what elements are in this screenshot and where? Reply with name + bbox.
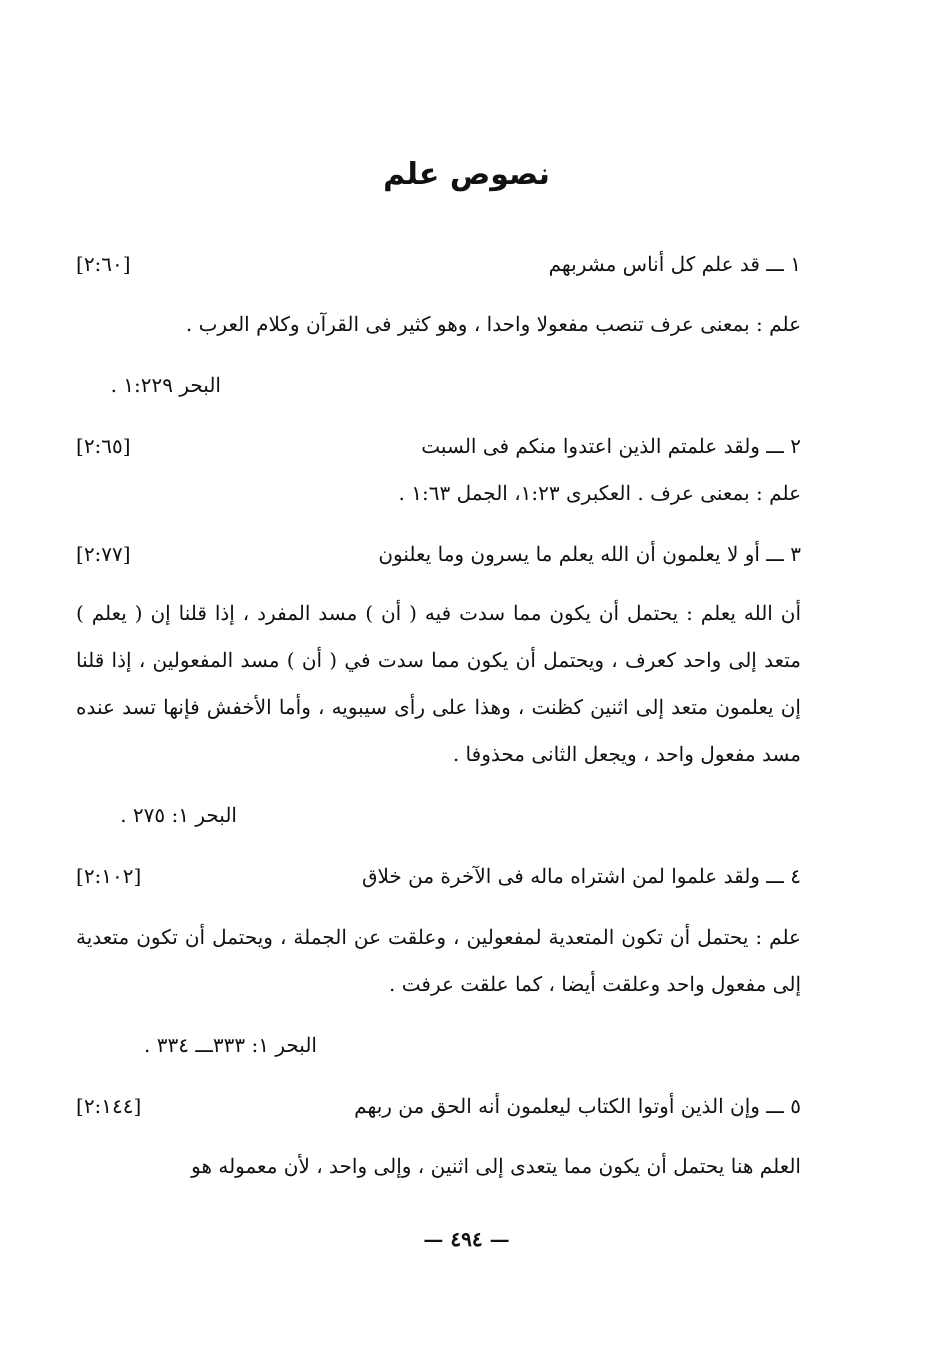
verse-reference-1: [٢:٦٠] — [76, 252, 131, 276]
page-title: نصوص علم — [383, 157, 550, 192]
verse-text-5: ٥ ـــ وإن الذين أوتوا الكتاب ليعلمون أنه الحق من ربهم — [354, 1094, 801, 1118]
source-citation-3: البحر ١: ٢٧٥ . — [120, 803, 237, 827]
commentary-2: علم : بمعنى عرف . العكبرى ١:٢٣، الجمل ١:٦٣ . — [398, 481, 801, 505]
commentary-3: أن الله يعلم : يحتمل أن يكون مما سدت فيه ( أن ) مسد المفرد ، إذا قلنا إن ( يعلم ) متعد إلى واحد كعرف ، ويحتمل أن يكون مما سدت في ( أن ) مسد المفعولين ، إذا قلنا إن يعلمون متعد إلى اثنين كظنت ، وهذا على رأى سيبويه ، وأما الأخفش فإنها تسد عنده مسد مفعول واحد ، ويجعل الثانى محذوفا . — [76, 601, 802, 766]
source-citation-4: البحر ١: ٣٣٣ـــ ٣٣٤ . — [144, 1033, 317, 1057]
verse-text-3: ٣ ـــ أو لا يعلمون أن الله يعلم ما يسرون وما يعلنون — [378, 542, 801, 566]
verse-text-2: ٢ ـــ ولقد علمتم الذين اعتدوا منكم فى السبت — [421, 434, 801, 458]
verse-reference-5: [٢:١٤٤] — [76, 1094, 142, 1118]
verse-line-3 — [76, 537, 801, 571]
verse-line-2 — [76, 429, 801, 463]
verse-line-5 — [76, 1089, 801, 1123]
verse-text-4: ٤ ـــ ولقد علموا لمن اشتراه ماله فى الآخرة من خلاق — [361, 864, 801, 888]
page-number: — ٤٩٤ — — [423, 1227, 510, 1251]
verse-reference-3: [٢:٧٧] — [76, 542, 131, 566]
commentary-5: العلم هنا يحتمل أن يكون مما يتعدى إلى اثنين ، وإلى واحد ، لأن معموله هو — [191, 1154, 801, 1178]
source-citation-1: البحر ١:٢٢٩ . — [110, 373, 221, 397]
verse-text-1: ١ ـــ قد علم كل أناس مشربهم — [548, 252, 801, 276]
verse-reference-2: [٢:٦٥] — [76, 434, 131, 458]
verse-line-4 — [76, 859, 801, 893]
verse-line-1 — [76, 247, 801, 281]
commentary-1: علم : بمعنى عرف تنصب مفعولا واحدا ، وهو كثير فى القرآن وكلام العرب . — [185, 312, 801, 336]
verse-reference-4: [٢:١٠٢] — [76, 864, 142, 888]
commentary-4: علم : يحتمل أن تكون المتعدية لمفعولين ، وعلقت عن الجملة ، ويحتمل أن تكون متعدية إلى مفعول واحد وعلقت أيضا ، كما علقت عرفت . — [76, 925, 801, 996]
